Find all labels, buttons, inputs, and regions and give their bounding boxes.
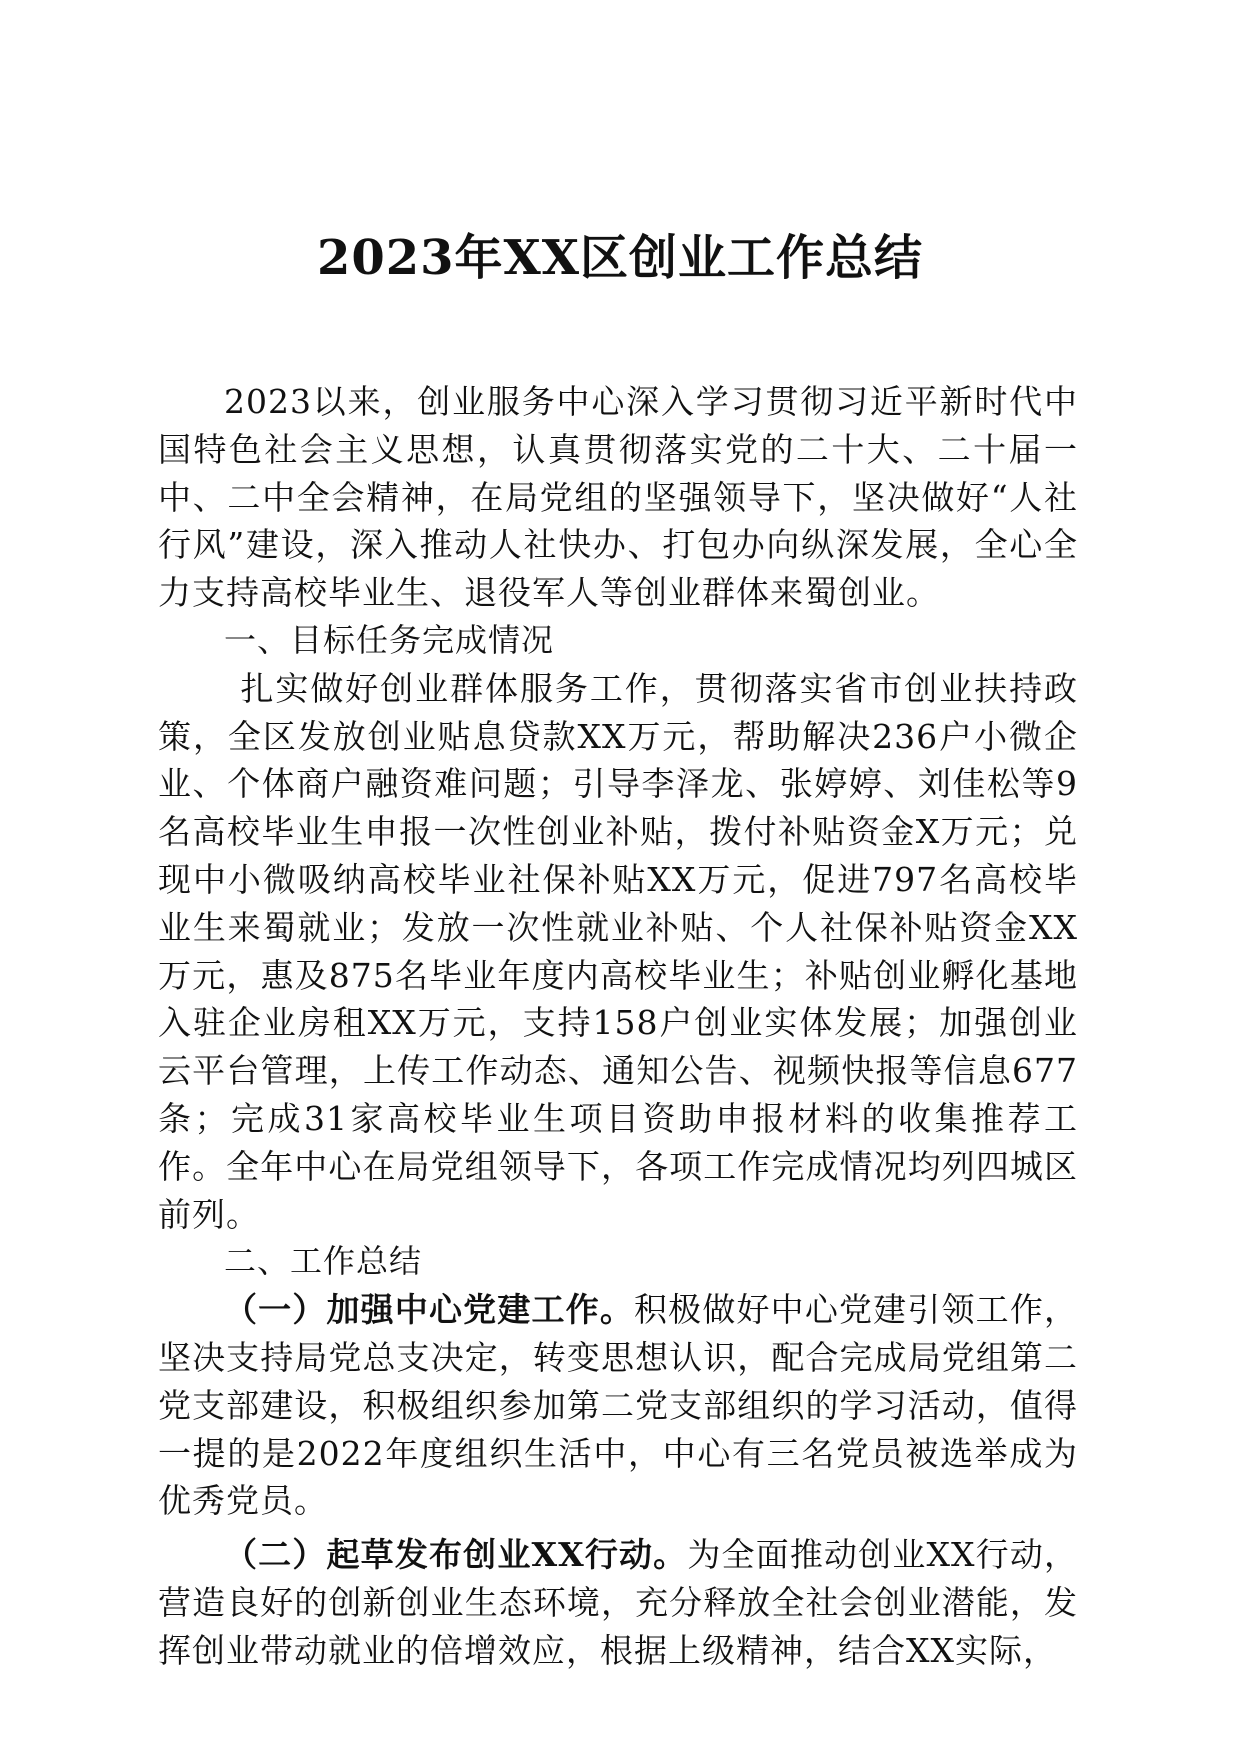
summary-item-heading: （二）起草发布创业XX行动。 (224, 1535, 688, 1575)
targets-paragraph: 扎实做好创业群体服务工作，贯彻落实省市创业扶持政策，全区发放创业贴息贷款XX万元，帮助解决236户小微企业、个体商户融资难问题；引导李泽龙、张婷婷、刘佳松等9名高校毕业生申报一次性创业补贴，拨付补贴资金X万元；兑现中小微吸纳高校毕业社保补贴XX万元，促进797名高校毕业生来蜀就业；发放一次性就业补贴、个人社保补贴资金XX万元，惠及875名毕业年度内高校毕业生；补贴创业孵化基地入驻企业房租XX万元，支持158户创业实体发展；加强创业云平台管理，上传工作动态、通知公告、视频快报等信息677条；完成31家高校毕业生项目资助申报材料的收集推荐工作。全年中心在局党组领导下，各项工作完成情况均列四城区前列。 (158, 668, 1078, 1234)
section-heading-summary: 二、工作总结 (224, 1242, 423, 1281)
document-body (158, 378, 1078, 1675)
summary-item-action-plan (158, 1531, 1078, 1674)
document-title: 2023年XX区创业工作总结 (316, 230, 924, 286)
intro-paragraph: 2023以来，创业服务中心深入学习贯彻习近平新时代中国特色社会主义思想，认真贯彻落实党的二十大、二十届一中、二中全会精神，在局党组的坚强领导下，坚决做好“人社行风”建设，深入推动人社快办、打包办向纵深发展，全心全力支持高校毕业生、退役军人等创业群体来蜀创业。 (158, 382, 1078, 613)
summary-item-text: 积极做好中心党建引领工作，坚决支持局党总支决定，转变思想认识，配合完成局党组第二党支部建设，积极组织参加第二党支部组织的学习活动，值得一提的是2022年度组织生活中，中心有三名党员被选举成为优秀党员。 (158, 1290, 1079, 1521)
summary-item-text: 为全面推动创业XX行动，营造良好的创新创业生态环境，充分释放全社会创业潜能，发挥创业带动就业的倍增效应，根据上级精神，结合XX实际， (158, 1535, 1078, 1670)
summary-item-party-building (158, 1286, 1078, 1525)
summary-item-heading: （一）加强中心党建工作。 (224, 1290, 634, 1330)
section-heading-targets: 一、目标任务完成情况 (224, 620, 555, 659)
